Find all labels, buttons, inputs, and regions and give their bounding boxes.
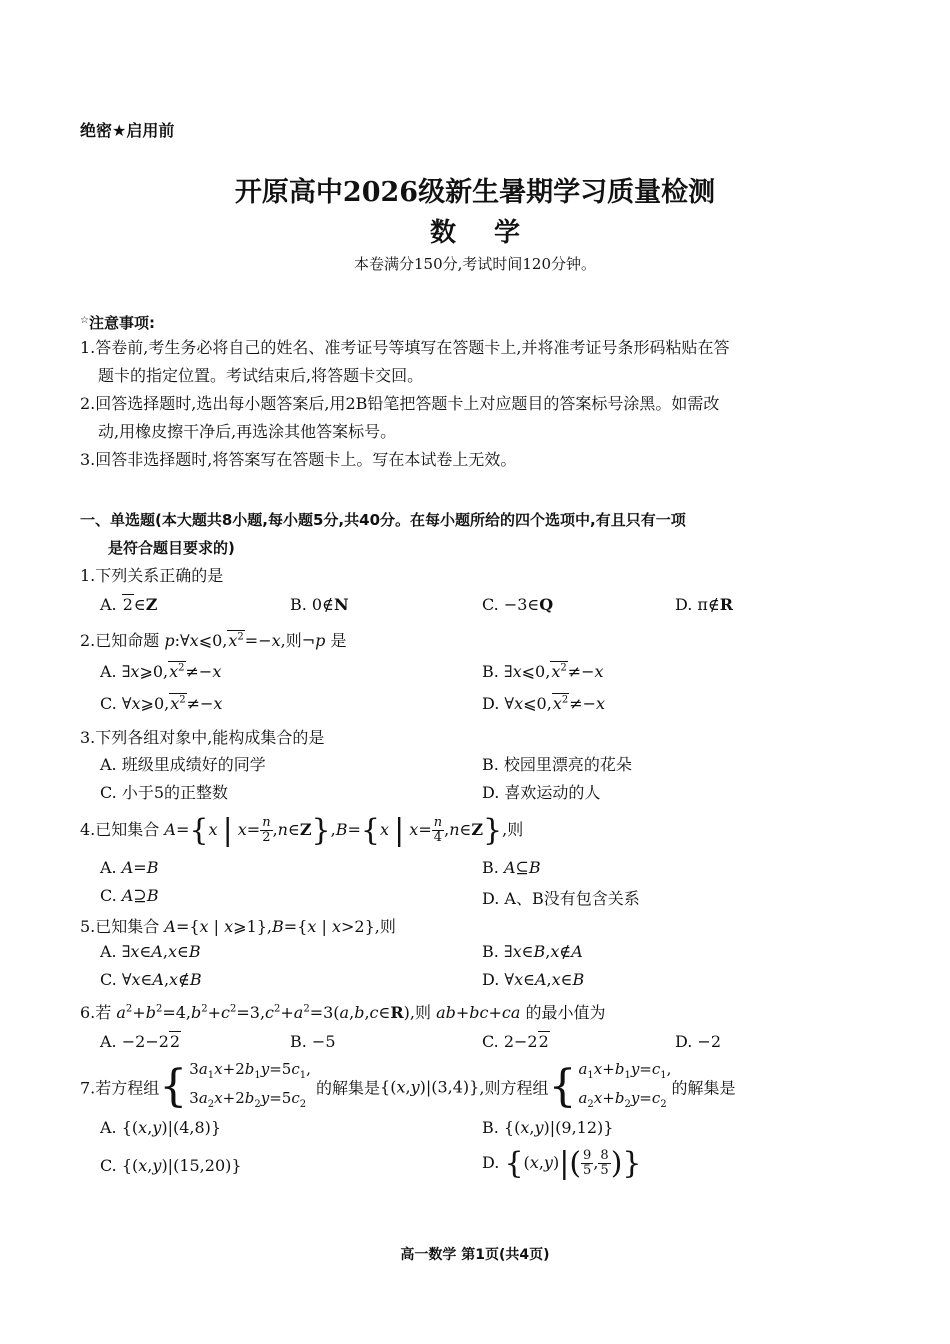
question-6-stem: 6.若 $a^2+b^2=4,b^2+c^2=3,c^2+a^2=3(a,b,c\in R)$,则 ab+bc+ca 的最小值为 [80,1003,606,1022]
q5-option-a[interactable]: A. ∃x∈A,x∈B [100,942,201,961]
score-time-info: 本卷满分150分,考试时间120分钟。 [353,255,597,273]
q1-option-a[interactable]: A. 2∈Z [100,595,158,614]
notes-heading: ☆注意事项: [80,314,155,332]
section-heading: 一、单选题(本大题共8小题,每小题5分,共40分。在每小题所给的四个选项中,有且只有一项 是符合题目要求的) [80,511,686,557]
q6-option-a[interactable]: A. −2−22 [100,1032,181,1051]
subject-title: 数学 [429,218,558,248]
q1-option-b[interactable]: B. 0∉N [290,595,349,614]
q3-option-a[interactable]: A. 班级里成绩好的同学 [100,755,266,774]
question-1-stem: 1.下列关系正确的是 [80,566,224,585]
question-2-stem: 2.已知命题 $p:\forall x⩽0,x^2=-x$,则¬p 是 [80,631,347,650]
note-item-2: 2.回答选择题时,选出每小题答案后,用2B铅笔把答题卡上对应题目的答案标号涂黑。如需改 动,用橡皮擦干净后,再选涂其他答案标号。 [80,394,720,441]
q5-option-c[interactable]: C. ∀x∈A,x∉B [100,970,202,989]
q2-option-d[interactable]: D. $\forall x⩽0,x^2\ne-x$ [482,694,606,713]
question-7-stem: 7.若方程组{ $3a_1x+2b_1y=5c_1$, $3a_2x+2b_2y=5c_2$ 的解集是{(x,y)|(3,4)},则方程组{ $a_1x+b_1y=c_1$, $a_2x+b_2y=c_2$ 的解集是 [80,1060,736,1112]
q3-option-d[interactable]: D. 喜欢运动的人 [482,783,601,802]
q4-option-c[interactable]: C. A⊇B [100,886,159,905]
exam-title: 开原高中2026级新生暑期学习质量检测 [234,177,716,208]
q7-option-c[interactable]: C. {(x,y)|(15,20)} [100,1156,242,1175]
q7-option-d[interactable]: D. {(x,y)|( $\frac{9}{5}$ , $\frac{8}{5}$ )} [482,1146,642,1181]
q6-option-c[interactable]: C. 2−22 [482,1032,549,1051]
question-4-stem: 4.已知集合 A={x | x= $\frac{n}{2}$ ,n∈Z},B={x | x= $\frac{n}{4}$ ,n∈Z},则 [80,813,524,848]
q7-option-b[interactable]: B. {(x,y)|(9,12)} [482,1118,614,1137]
q4-option-d[interactable]: D. A、B没有包含关系 [482,889,640,908]
question-5-stem: 5.已知集合 A={x | x⩾1},B={x | x>2},则 [80,917,396,936]
q5-option-d[interactable]: D. ∀x∈A,x∈B [482,970,585,989]
q5-option-b[interactable]: B. ∃x∈B,x∉A [482,942,583,961]
q4-option-b[interactable]: B. A⊆B [482,858,541,877]
q6-option-d[interactable]: D. −2 [675,1032,722,1051]
q1-option-c[interactable]: C. −3∈Q [482,595,554,614]
q6-option-b[interactable]: B. −5 [290,1032,336,1051]
q3-option-c[interactable]: C. 小于5的正整数 [100,783,229,802]
star-icon: ☆ [80,315,89,326]
q3-option-b[interactable]: B. 校园里漂亮的花朵 [482,755,632,774]
q2-option-a[interactable]: A. $\exists x⩾0,x^2\ne-x$ [100,662,222,681]
q7-option-a[interactable]: A. {(x,y)|(4,8)} [100,1118,222,1137]
q2-option-c[interactable]: C. $\forall x⩾0,x^2\ne-x$ [100,694,223,713]
q4-option-a[interactable]: A. A=B [100,858,159,877]
q2-option-b[interactable]: B. $\exists x⩽0,x^2\ne-x$ [482,662,604,681]
page-footer: 高一数学 第1页(共4页) [400,1247,550,1263]
note-item-3: 3.回答非选择题时,将答案写在答题卡上。写在本试卷上无效。 [80,450,517,469]
note-item-1: 1.答卷前,考生务必将自己的姓名、准考证号等填写在答题卡上,并将准考证号条形码粘贴在答 题卡的指定位置。考试结束后,将答题卡交回。 [80,338,730,385]
question-3-stem: 3.下列各组对象中,能构成集合的是 [80,728,325,747]
confidential-mark: 绝密★启用前 [80,121,175,140]
q1-option-d[interactable]: D. π∉R [675,595,734,614]
